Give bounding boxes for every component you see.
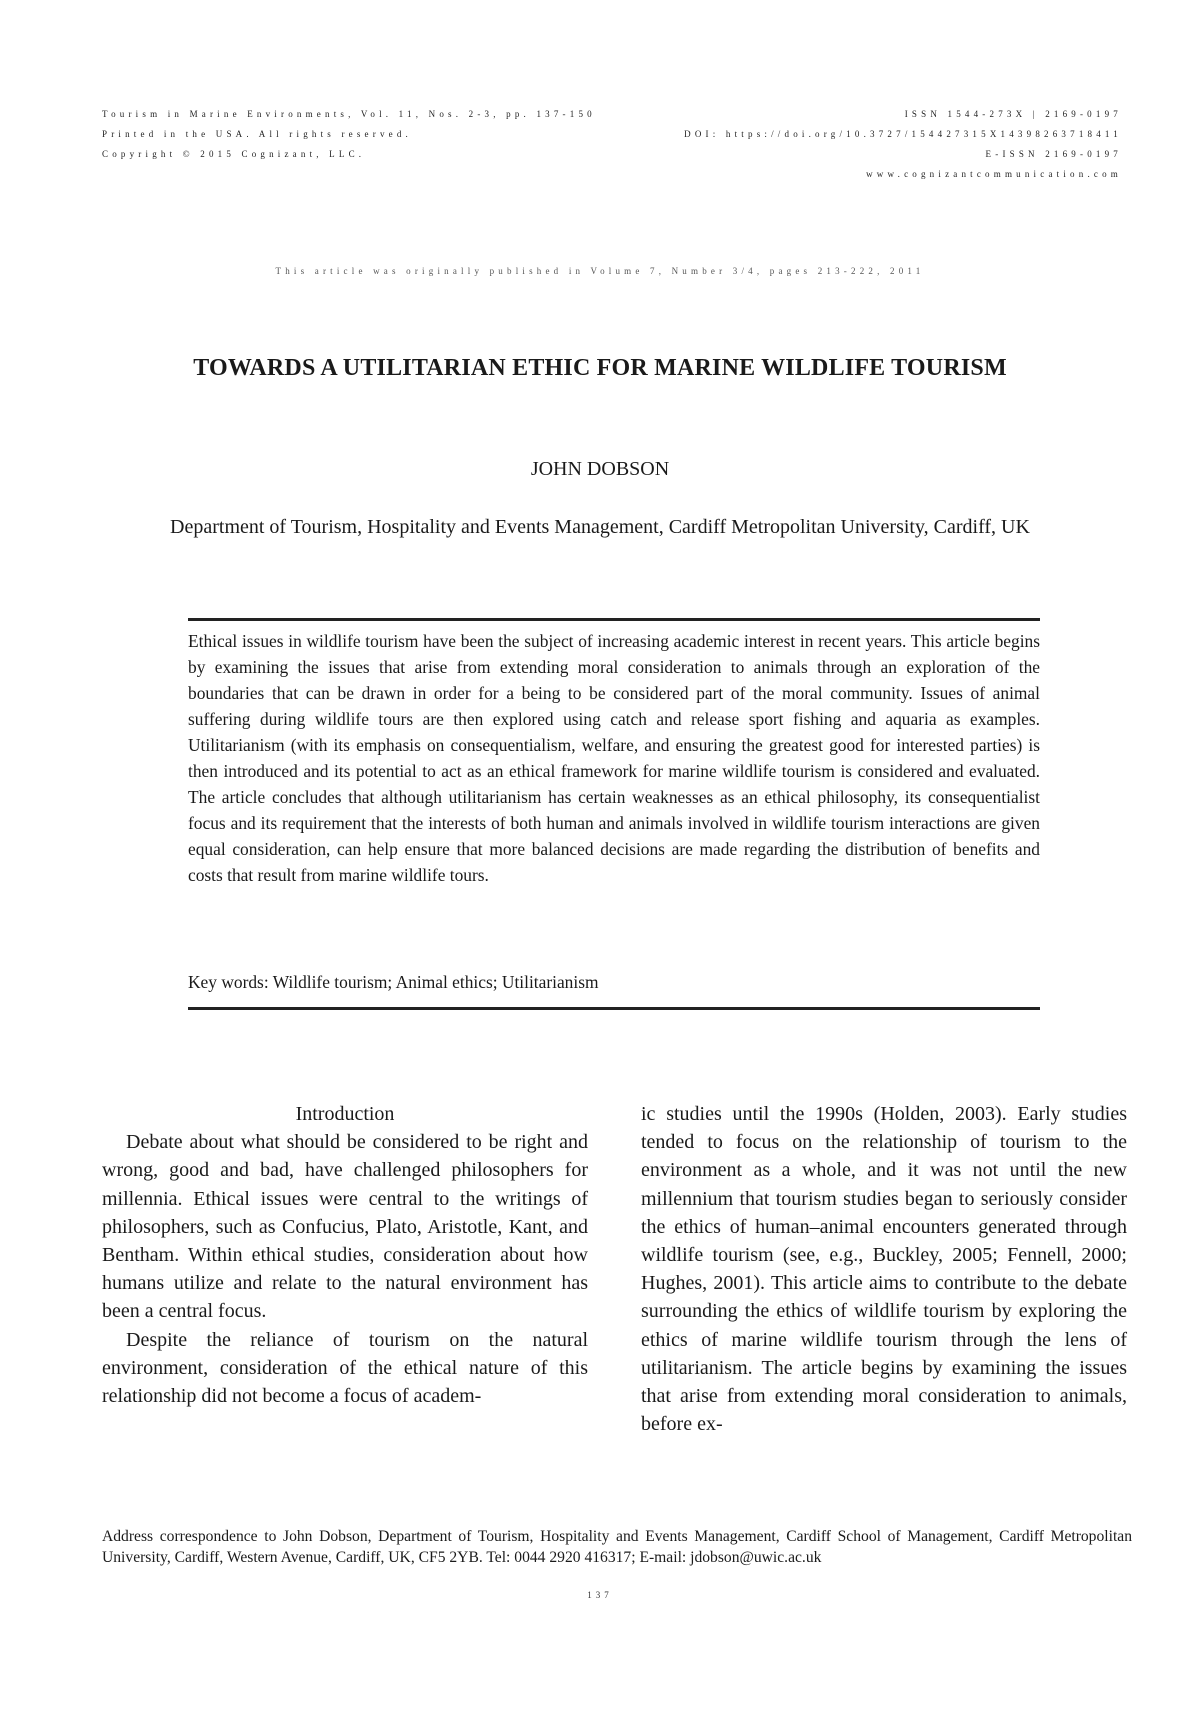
article-title: TOWARDS A UTILITARIAN ETHIC FOR MARINE WILDLIFE TOURISM — [193, 355, 1007, 381]
body-column-right — [641, 1100, 1127, 1438]
body-column-left — [102, 1100, 588, 1410]
abstract-bottom-rule — [188, 1007, 1040, 1010]
copyright-notice: Copyright © 2015 Cognizant, LLC. — [102, 149, 366, 159]
e-issn: E-ISSN 2169-0197 — [985, 149, 1122, 159]
body-paragraph: ic studies until the 1990s (Holden, 2003). Early studies tended to focus on the relationship of tourism to the environment as a whole, and it was not until the new millennium that tourism studies began to seriously consider the ethics of human–animal encounters generated through wildlife tourism (see, e.g., Buckley, 2005; Fennell, 2000; Hughes, 2001). This article aims to contribute to the debate surrounding the ethics of wildlife tourism by exploring the ethics of marine wildlife tourism through the lens of utilitarianism. The article begins by examining the issues that arise from extending moral consideration to animals, before ex- — [641, 1103, 1127, 1436]
abstract-text: Ethical issues in wildlife tourism have been the subject of increasing academic interest in recent years. This article begins by examining the issues that arise from extending moral consideration to animals through an exploration of the boundaries that can be drawn in order for a being to be considered part of the moral community. Issues of animal suffering during wildlife tours are then explored using catch and release sport fishing and aquaria as examples. Utilitarianism (with its emphasis on consequentialism, welfare, and ensuring the greatest good for interested parties) is then introduced and its potential to act as an ethical framework for marine wildlife tourism is considered and evaluated. The article concludes that although utilitarianism has certain weaknesses as an ethical philosophy, its consequentialist focus and its requirement that the interests of both human and animals involved in wildlife tourism interactions are given equal consideration, can help ensure that more balanced decisions are made regarding the distribution of benefits and costs that result from marine wildlife tours. — [188, 631, 1040, 885]
original-publication-note: This article was originally published in Volume 7, Number 3/4, pages 213-222, 2011 — [275, 266, 925, 276]
doi-link[interactable]: DOI: https://doi.org/10.3727/154427315X14398263718411 — [684, 129, 1122, 139]
keywords: Key words: Wildlife tourism; Animal ethics; Utilitarianism — [188, 972, 599, 992]
body-paragraph: Despite the reliance of tourism on the natural environment, consideration of the ethical nature of this relationship did not become a focus of academ- — [102, 1328, 588, 1408]
journal-header-right — [684, 104, 1122, 184]
issn: ISSN 1544-273X | 2169-0197 — [904, 109, 1122, 119]
page-number: 137 — [587, 1590, 613, 1600]
body-paragraph: Debate about what should be considered to be right and wrong, good and bad, have challenged philosophers for millennia. Ethical issues were central to the writings of philosophers, such as Confucius, Plato, Aristotle, Kant, and Bentham. Within ethical studies, consideration about how humans utilize and relate to the natural environment has been a central focus. — [102, 1131, 588, 1323]
section-title: Introduction — [295, 1103, 395, 1125]
abstract-top-rule — [188, 618, 1040, 621]
journal-citation: Tourism in Marine Environments, Vol. 11, Nos. 2-3, pp. 137-150 — [102, 109, 596, 119]
author-name: JOHN DOBSON — [530, 458, 670, 480]
print-notice: Printed in the USA. All rights reserved. — [102, 129, 412, 139]
correspondence-footnote: Address correspondence to John Dobson, Department of Tourism, Hospitality and Events Management, Cardiff School of Management, Cardiff Metropolitan University, Cardiff, Western Avenue, Cardiff, UK, CF5 2YB. Tel: 0044 2920 416317; E-mail: jdobson@uwic.ac.uk — [102, 1528, 1132, 1566]
publisher-url[interactable]: www.cognizantcommunication.com — [866, 169, 1122, 179]
journal-header-left — [102, 104, 596, 164]
author-affiliation: Department of Tourism, Hospitality and Events Management, Cardiff Metropolitan University, Cardiff, UK — [170, 516, 1030, 538]
